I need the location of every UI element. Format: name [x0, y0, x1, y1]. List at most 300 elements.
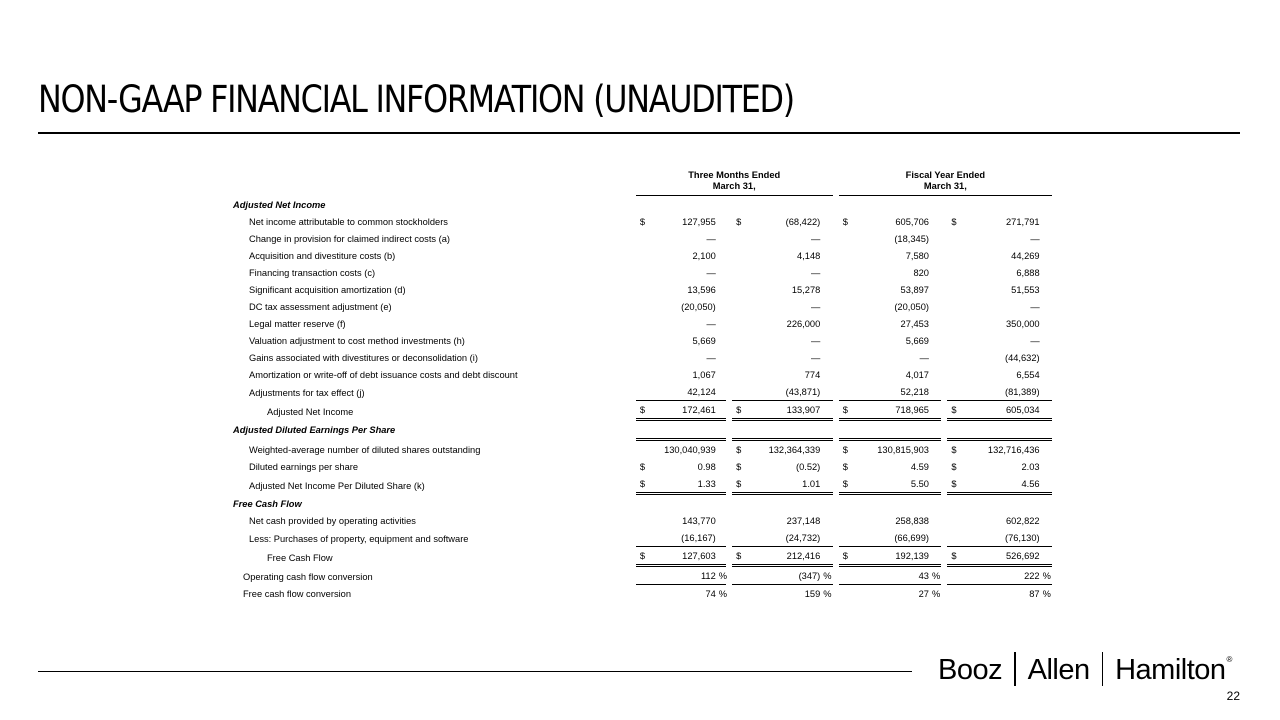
value-cell: 605,706 [895, 217, 929, 227]
value-suffix [718, 475, 726, 494]
spacer-cell [628, 264, 636, 281]
spacer-cell [628, 458, 636, 475]
value-cell: (20,050) [681, 302, 716, 312]
currency-symbol [947, 585, 963, 603]
value-cell: 6,888 [1016, 268, 1040, 278]
value-suffix [718, 349, 726, 366]
currency-symbol [839, 230, 855, 247]
table-row [230, 547, 1052, 566]
value-cell: 226,000 [786, 319, 821, 329]
currency-symbol [947, 366, 963, 383]
value-cell: 112 [654, 566, 718, 585]
currency-symbol [947, 247, 963, 264]
value-cell: — [706, 319, 716, 329]
value-suffix [718, 332, 726, 349]
row-label: Net income attributable to common stockholders [249, 217, 448, 227]
value-suffix [931, 512, 941, 529]
header-fiscal-year-line2: March 31, [923, 181, 967, 191]
spacer-cell [628, 230, 636, 247]
value-cell: 192,139 [855, 547, 931, 566]
currency-symbol [839, 247, 855, 264]
value-cell: 271,791 [1006, 217, 1040, 227]
row-label: Financing transaction costs (c) [249, 268, 376, 278]
value-suffix: % [1042, 566, 1052, 585]
row-label: Free Cash Flow [267, 552, 333, 563]
currency-symbol: $ [636, 547, 654, 566]
spacer-cell [628, 298, 636, 315]
currency-symbol [947, 315, 963, 332]
currency-symbol [839, 281, 855, 298]
currency-symbol [947, 332, 963, 349]
currency-symbol [732, 529, 748, 547]
value-cell: (18,345) [894, 234, 929, 244]
value-suffix [931, 264, 941, 281]
value-cell: (24,732) [749, 529, 823, 547]
value-suffix [931, 213, 941, 230]
value-suffix [931, 383, 941, 401]
currency-symbol [636, 264, 654, 281]
currency-symbol [947, 349, 963, 366]
currency-symbol [947, 383, 963, 401]
value-cell: 1.01 [749, 475, 823, 494]
currency-symbol [636, 332, 654, 349]
row-label: Valuation adjustment to cost method investments (h) [249, 336, 465, 346]
spacer-cell [628, 315, 636, 332]
value-cell: 172,461 [654, 401, 718, 420]
spacer-cell [628, 401, 636, 420]
currency-symbol [732, 315, 748, 332]
table-row [230, 264, 1052, 281]
value-cell: (16,167) [654, 529, 718, 547]
header-three-months [636, 168, 833, 196]
page-title: NON-GAAP FINANCIAL INFORMATION (UNAUDITED) [38, 78, 794, 121]
value-suffix [822, 281, 832, 298]
currency-symbol [732, 247, 748, 264]
value-cell: — [810, 353, 821, 363]
row-label: Operating cash flow conversion [243, 571, 373, 582]
currency-symbol [839, 529, 855, 547]
value-suffix [931, 349, 941, 366]
value-suffix [718, 281, 726, 298]
currency-symbol: $ [947, 475, 963, 494]
row-label: Adjusted Net Income [267, 406, 354, 417]
currency-symbol: $ [636, 475, 654, 494]
value-cell: 602,822 [1006, 516, 1040, 526]
value-cell: 1.33 [654, 475, 718, 494]
value-suffix [718, 440, 726, 459]
value-cell: 159 [804, 589, 821, 599]
currency-symbol [732, 298, 748, 315]
value-suffix: % [1042, 589, 1051, 599]
table-row [230, 349, 1052, 366]
table-row [230, 213, 1052, 230]
value-cell: 143,770 [682, 516, 716, 526]
currency-symbol [947, 281, 963, 298]
row-label: Weighted-average number of diluted shares outstanding [249, 445, 481, 455]
value-suffix [1042, 315, 1052, 332]
booz-allen-hamilton-logo [938, 640, 1232, 690]
value-cell: 133,907 [749, 401, 823, 420]
value-suffix [1042, 264, 1052, 281]
value-suffix [931, 475, 941, 494]
currency-symbol [947, 512, 963, 529]
value-cell: 53,897 [900, 285, 929, 295]
spacer-cell [628, 475, 636, 494]
currency-symbol [839, 566, 855, 585]
table-header-row [230, 168, 1052, 196]
currency-symbol [636, 349, 654, 366]
value-cell: 5,669 [905, 336, 929, 346]
currency-symbol [636, 585, 654, 603]
value-cell: — [1030, 302, 1040, 312]
section-title: Free Cash Flow [233, 499, 302, 509]
value-suffix: % [931, 566, 941, 585]
value-suffix [822, 332, 832, 349]
spacer-cell [628, 332, 636, 349]
row-label: Free cash flow conversion [243, 589, 351, 599]
value-suffix [1042, 298, 1052, 315]
currency-symbol: $ [839, 440, 855, 459]
value-suffix [1042, 547, 1052, 566]
value-cell: (0.52) [795, 462, 821, 472]
value-suffix [931, 440, 941, 459]
value-suffix [1042, 349, 1052, 366]
value-suffix [718, 512, 726, 529]
value-cell: — [706, 234, 716, 244]
value-cell: 526,692 [964, 547, 1042, 566]
value-cell: 1,067 [692, 370, 716, 380]
table-row [230, 512, 1052, 529]
value-cell: 127,603 [654, 547, 718, 566]
currency-symbol [839, 264, 855, 281]
value-suffix [1042, 281, 1052, 298]
value-cell: (44,632) [1004, 353, 1040, 363]
page-number: 22 [1226, 689, 1240, 703]
value-suffix [1042, 458, 1052, 475]
value-suffix: % [931, 589, 941, 599]
value-cell: 718,965 [855, 401, 931, 420]
value-cell: 132,716,436 [964, 440, 1042, 459]
value-suffix [931, 230, 941, 247]
value-cell: — [1030, 336, 1040, 346]
value-suffix [931, 332, 941, 349]
table-row [230, 230, 1052, 247]
value-suffix [822, 247, 832, 264]
value-cell: 820 [913, 268, 929, 278]
value-suffix [822, 547, 832, 566]
value-suffix: % [718, 589, 728, 599]
currency-symbol [636, 315, 654, 332]
currency-symbol: $ [636, 401, 654, 420]
value-cell: 13,596 [687, 285, 716, 295]
currency-symbol [947, 566, 963, 585]
section-title: Adjusted Net Income [233, 200, 326, 210]
non-gaap-table [230, 168, 1052, 602]
value-cell: 7,580 [905, 251, 929, 261]
value-suffix: % [822, 566, 832, 585]
value-suffix [1042, 247, 1052, 264]
value-suffix [718, 230, 726, 247]
row-label: Less: Purchases of property, equipment and software [249, 533, 469, 544]
currency-symbol: $ [639, 462, 645, 472]
value-cell: — [810, 336, 821, 346]
value-cell: (43,871) [749, 383, 823, 401]
section-header-row [230, 494, 1052, 513]
value-suffix [718, 213, 726, 230]
value-cell: (20,050) [894, 302, 929, 312]
value-cell: 52,218 [855, 383, 931, 401]
value-cell: (81,389) [964, 383, 1042, 401]
currency-symbol [732, 585, 748, 603]
value-cell: 130,815,903 [855, 440, 931, 459]
currency-symbol [839, 383, 855, 401]
value-suffix [822, 213, 832, 230]
value-suffix [1042, 401, 1052, 420]
value-suffix [1042, 475, 1052, 494]
value-cell: — [919, 353, 929, 363]
table-row [230, 281, 1052, 298]
currency-symbol [839, 298, 855, 315]
currency-symbol [636, 366, 654, 383]
value-cell: 2.03 [1021, 462, 1040, 472]
currency-symbol [839, 315, 855, 332]
value-cell: 0.98 [697, 462, 716, 472]
spacer-cell [628, 440, 636, 459]
table-row [230, 332, 1052, 349]
value-cell: 774 [804, 370, 821, 380]
value-cell: 212,416 [749, 547, 823, 566]
value-suffix: % [718, 566, 726, 585]
value-cell: (66,699) [855, 529, 931, 547]
value-cell: — [810, 234, 821, 244]
section-header-row [230, 196, 1052, 214]
value-suffix [931, 458, 941, 475]
table-row [230, 366, 1052, 383]
currency-symbol [839, 512, 855, 529]
logo-separator [1014, 652, 1016, 686]
spacer-cell [628, 383, 636, 401]
value-suffix [1042, 230, 1052, 247]
section-header-row [230, 420, 1052, 440]
currency-symbol: $ [839, 401, 855, 420]
row-label: Legal matter reserve (f) [249, 319, 346, 329]
value-cell: 5.50 [855, 475, 931, 494]
spacer-cell [628, 349, 636, 366]
currency-symbol: $ [732, 440, 748, 459]
currency-symbol [732, 281, 748, 298]
currency-symbol [636, 512, 654, 529]
table-row [230, 401, 1052, 420]
value-cell: 4.59 [910, 462, 929, 472]
value-cell: 15,278 [791, 285, 821, 295]
spacer-cell [628, 566, 636, 585]
row-label: Significant acquisition amortization (d) [249, 285, 406, 295]
value-cell: 258,838 [895, 516, 929, 526]
value-suffix [718, 264, 726, 281]
value-cell: 27,453 [900, 319, 929, 329]
value-cell: 44,269 [1011, 251, 1040, 261]
value-cell: 605,034 [964, 401, 1042, 420]
currency-symbol [732, 366, 748, 383]
currency-symbol [732, 512, 748, 529]
currency-symbol: $ [951, 217, 957, 227]
logo-word-booz: Booz [938, 654, 1003, 686]
currency-symbol [839, 332, 855, 349]
value-suffix [718, 383, 726, 401]
currency-symbol [839, 366, 855, 383]
value-suffix [931, 298, 941, 315]
spacer-cell [628, 585, 636, 603]
header-three-months-line2: March 31, [712, 181, 756, 191]
value-suffix [718, 547, 726, 566]
currency-symbol: $ [736, 217, 742, 227]
value-cell: (347) [749, 566, 823, 585]
currency-symbol: $ [839, 475, 855, 494]
table-row [230, 383, 1052, 401]
value-cell: 4,148 [797, 251, 821, 261]
currency-symbol [839, 585, 855, 603]
header-fiscal-year-line1: Fiscal Year Ended [905, 170, 986, 180]
currency-symbol: $ [732, 401, 748, 420]
table-row [230, 247, 1052, 264]
currency-symbol [947, 230, 963, 247]
value-cell: 51,553 [1011, 285, 1040, 295]
value-cell: 2,100 [692, 251, 716, 261]
spacer-cell [628, 529, 636, 547]
row-label: Gains associated with divestitures or deconsolidation (i) [249, 353, 478, 363]
header-three-months-line1: Three Months Ended [688, 170, 781, 180]
value-cell: (68,422) [785, 217, 821, 227]
header-fiscal-year [839, 168, 1052, 196]
value-cell: — [810, 302, 821, 312]
currency-symbol [732, 264, 748, 281]
table-row [230, 585, 1052, 603]
value-suffix [822, 401, 832, 420]
value-cell: — [706, 268, 716, 278]
value-suffix [1042, 332, 1052, 349]
currency-symbol: $ [839, 547, 855, 566]
value-cell: 4,017 [905, 370, 929, 380]
currency-symbol [636, 383, 654, 401]
currency-symbol: $ [947, 401, 963, 420]
value-suffix [718, 315, 726, 332]
value-suffix [822, 440, 832, 459]
currency-symbol [732, 332, 748, 349]
currency-symbol [636, 529, 654, 547]
value-suffix [822, 512, 832, 529]
currency-symbol [947, 264, 963, 281]
currency-symbol [732, 349, 748, 366]
value-suffix [718, 529, 726, 547]
value-cell: (76,130) [964, 529, 1042, 547]
row-label: Net cash provided by operating activities [249, 516, 416, 526]
value-suffix [1042, 213, 1052, 230]
value-cell: 127,955 [682, 217, 716, 227]
value-suffix [822, 315, 832, 332]
value-cell: 4.56 [964, 475, 1042, 494]
value-suffix [822, 349, 832, 366]
spacer-cell [628, 213, 636, 230]
table-row [230, 566, 1052, 585]
value-suffix [931, 401, 941, 420]
row-label: Acquisition and divestiture costs (b) [249, 251, 396, 261]
value-cell: — [706, 353, 716, 363]
value-suffix [822, 298, 832, 315]
value-suffix [1042, 440, 1052, 459]
row-label: Adjustments for tax effect (j) [249, 387, 365, 398]
value-cell: 74 [705, 589, 716, 599]
value-suffix [718, 401, 726, 420]
table-row [230, 529, 1052, 547]
value-suffix [931, 366, 941, 383]
spacer-cell [628, 512, 636, 529]
value-suffix [931, 529, 941, 547]
value-cell: 222 [964, 566, 1042, 585]
currency-symbol [636, 440, 654, 459]
value-cell: 87 [1029, 589, 1040, 599]
currency-symbol [636, 281, 654, 298]
currency-symbol [947, 298, 963, 315]
value-suffix [718, 366, 726, 383]
currency-symbol [636, 247, 654, 264]
value-suffix [718, 458, 726, 475]
row-label: Amortization or write-off of debt issuance costs and debt discount [249, 370, 518, 380]
table-row [230, 458, 1052, 475]
value-suffix [1042, 512, 1052, 529]
spacer-cell [628, 366, 636, 383]
value-cell: 6,554 [1016, 370, 1040, 380]
registered-mark: ® [1226, 655, 1232, 664]
logo-word-hamilton: Hamilton [1115, 654, 1226, 686]
value-suffix [931, 547, 941, 566]
currency-symbol: $ [947, 547, 963, 566]
value-cell: — [810, 268, 821, 278]
value-suffix [931, 315, 941, 332]
logo-word-allen: Allen [1027, 654, 1090, 686]
currency-symbol [636, 566, 654, 585]
value-suffix [1042, 529, 1052, 547]
logo-separator [1102, 652, 1104, 686]
spacer-cell [628, 281, 636, 298]
currency-symbol [636, 230, 654, 247]
currency-symbol: $ [947, 440, 963, 459]
value-suffix [718, 298, 726, 315]
spacer-cell [628, 547, 636, 566]
spacer-cell [628, 247, 636, 264]
currency-symbol [732, 230, 748, 247]
currency-symbol: $ [842, 217, 848, 227]
table-row [230, 440, 1052, 459]
title-divider [38, 132, 1240, 134]
currency-symbol [732, 383, 748, 401]
currency-symbol [947, 529, 963, 547]
table-row [230, 315, 1052, 332]
currency-symbol: $ [842, 462, 848, 472]
value-cell: 130,040,939 [654, 440, 718, 459]
value-suffix [822, 366, 832, 383]
value-suffix [1042, 366, 1052, 383]
value-suffix [822, 458, 832, 475]
value-cell: 42,124 [654, 383, 718, 401]
value-suffix: % [823, 589, 832, 599]
value-cell: 237,148 [786, 516, 821, 526]
value-suffix [822, 230, 832, 247]
currency-symbol: $ [736, 462, 742, 472]
section-title: Adjusted Diluted Earnings Per Share [233, 425, 396, 435]
value-cell: 350,000 [1006, 319, 1040, 329]
row-label: Adjusted Net Income Per Diluted Share (k) [249, 480, 425, 491]
currency-symbol: $ [639, 217, 645, 227]
